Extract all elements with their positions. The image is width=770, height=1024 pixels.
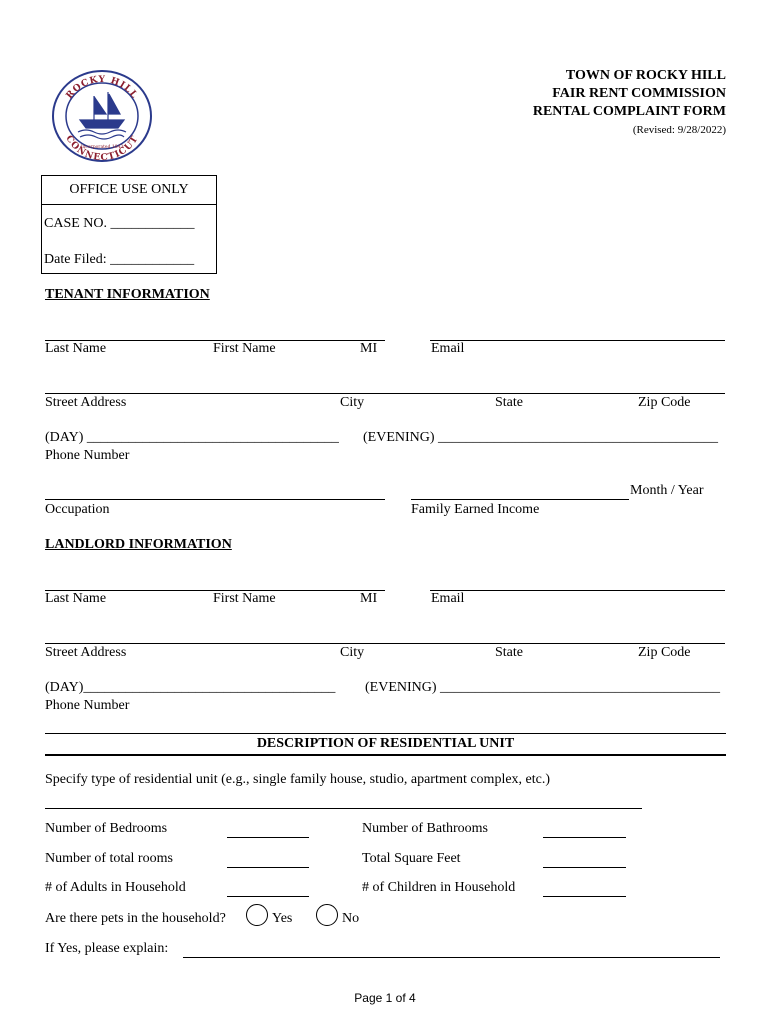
tenant-phone-label: Phone Number	[45, 448, 130, 463]
unit-type-line[interactable]	[45, 808, 642, 809]
header-form-title: RENTAL COMPLAINT FORM	[532, 104, 726, 119]
tenant-income-line[interactable]	[411, 499, 629, 500]
landlord-evening-phone-field[interactable]: (EVENING) ________________________________________	[365, 680, 721, 695]
unit-heading: DESCRIPTION OF RESIDENTIAL UNIT	[256, 736, 515, 751]
bathrooms-label: Number of Bathrooms	[362, 821, 488, 836]
date-filed-field[interactable]: Date Filed: ____________	[44, 252, 195, 267]
unit-bottom-rule	[45, 754, 726, 756]
children-label: # of Children in Household	[362, 880, 516, 895]
bathrooms-line[interactable]	[543, 837, 626, 838]
tenant-day-phone-field[interactable]: (DAY) ____________________________________	[45, 430, 339, 445]
tenant-street-label: Street Address	[45, 395, 127, 410]
tenant-occupation-label: Occupation	[45, 502, 110, 517]
tenant-mi-label: MI	[360, 341, 378, 356]
tenant-city-label: City	[340, 395, 365, 410]
town-seal-logo	[50, 68, 154, 164]
pets-no-radio[interactable]	[316, 904, 338, 926]
bedrooms-label: Number of Bedrooms	[45, 821, 168, 836]
landlord-mi-label: MI	[360, 591, 378, 606]
landlord-email-label: Email	[431, 591, 465, 606]
bedrooms-line[interactable]	[227, 837, 309, 838]
tenant-zip-label: Zip Code	[638, 395, 691, 410]
landlord-phone-label: Phone Number	[45, 698, 130, 713]
case-number-field[interactable]: CASE NO. ____________	[44, 216, 195, 231]
landlord-first-name-label: First Name	[213, 591, 276, 606]
tenant-month-year-label: Month / Year	[630, 483, 704, 498]
landlord-day-phone-field[interactable]: (DAY)____________________________________	[45, 680, 336, 695]
office-use-title: OFFICE USE ONLY	[42, 176, 216, 205]
tenant-heading: TENANT INFORMATION	[45, 287, 210, 302]
adults-label: # of Adults in Household	[45, 880, 186, 895]
landlord-city-label: City	[340, 645, 365, 660]
explain-line[interactable]	[183, 957, 720, 958]
children-line[interactable]	[543, 896, 626, 897]
explain-label: If Yes, please explain:	[45, 941, 169, 956]
total-rooms-line[interactable]	[227, 867, 309, 868]
tenant-email-line[interactable]	[430, 340, 725, 341]
landlord-state-label: State	[495, 645, 523, 660]
tenant-occupation-line[interactable]	[45, 499, 385, 500]
header-town: TOWN OF ROCKY HILL	[565, 68, 726, 83]
unit-specify-label: Specify type of residential unit (e.g., single family house, studio, apartment complex, etc.)	[45, 772, 551, 787]
pets-yes-label: Yes	[272, 911, 293, 926]
tenant-evening-phone-field[interactable]: (EVENING) ________________________________________	[363, 430, 719, 445]
pets-question-label: Are there pets in the household?	[45, 911, 226, 926]
header-commission: FAIR RENT COMMISSION	[552, 86, 726, 101]
tenant-address-line[interactable]	[45, 393, 725, 394]
tenant-income-label: Family Earned Income	[411, 502, 540, 517]
pets-yes-radio[interactable]	[246, 904, 268, 926]
tenant-email-label: Email	[431, 341, 465, 356]
landlord-zip-label: Zip Code	[638, 645, 691, 660]
adults-line[interactable]	[227, 896, 309, 897]
total-rooms-label: Number of total rooms	[45, 851, 173, 866]
landlord-heading: LANDLORD INFORMATION	[45, 537, 232, 552]
unit-top-rule	[45, 733, 726, 734]
tenant-last-name-label: Last Name	[45, 341, 107, 356]
tenant-state-label: State	[495, 395, 523, 410]
square-feet-label: Total Square Feet	[362, 851, 461, 866]
square-feet-line[interactable]	[543, 867, 626, 868]
landlord-address-line[interactable]	[45, 643, 725, 644]
seal-top-text: ROCKY HILL	[64, 74, 140, 101]
landlord-email-line[interactable]	[430, 590, 725, 591]
tenant-first-name-label: First Name	[213, 341, 276, 356]
header-revised: (Revised: 9/28/2022)	[632, 124, 726, 136]
landlord-street-label: Street Address	[45, 645, 127, 660]
seal-inner-text: Incorporated 1843	[80, 145, 124, 150]
page-number: Page 1 of 4	[354, 991, 416, 1005]
seal-bottom-text: CONNECTICUT	[63, 133, 141, 164]
pets-no-label: No	[342, 911, 360, 926]
landlord-last-name-label: Last Name	[45, 591, 107, 606]
office-use-box	[41, 175, 217, 274]
